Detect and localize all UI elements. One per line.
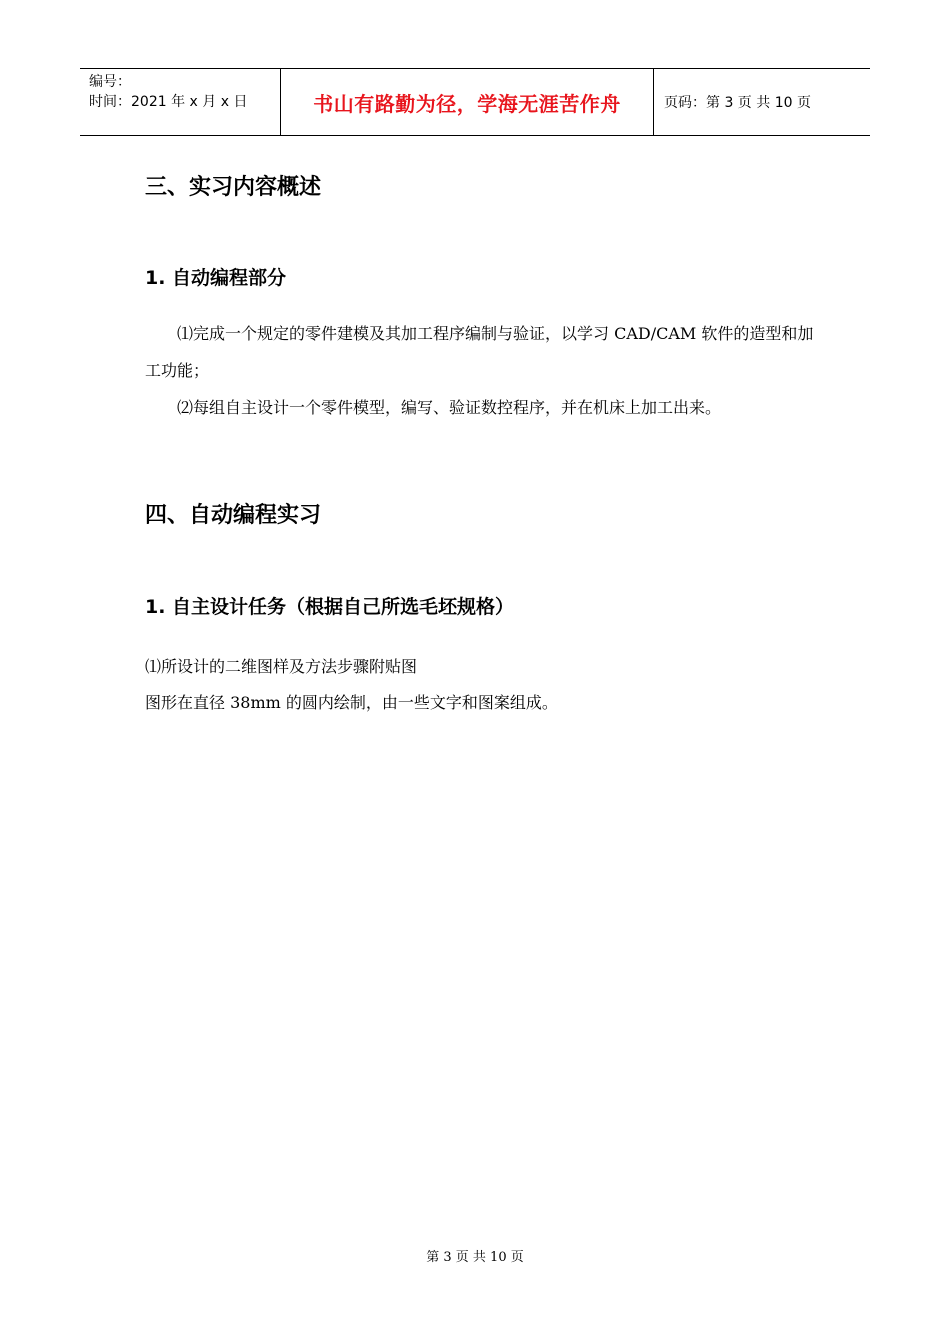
time-label: 时间：2021 年 x 月 x 日 — [89, 94, 248, 110]
motto-text: 书山有路勤为径，学海无涯苦作舟 — [313, 91, 621, 116]
number-label: 编号： — [89, 74, 131, 90]
section-4-text: 图形在直径 38mm 的圆内绘制，由一些文字和图案组成。 — [145, 693, 558, 712]
section-3-item-2: ⑵每组自主设计一个零件模型，编写、验证数控程序，并在机床上加工出来。 — [177, 398, 722, 417]
section-3-subtitle: 1. 自动编程部分 — [145, 267, 287, 289]
section-4-item-1: ⑴所设计的二维图样及方法步骤附贴图 — [145, 657, 418, 676]
section-4-title: 四、自动编程实习 — [145, 503, 322, 528]
section-3-item-1: ⑴完成一个规定的零件建模及其加工程序编制与验证，以学习 CAD/CAM 软件的造型和加工功能； — [145, 324, 814, 380]
section-3-title: 三、实习内容概述 — [145, 175, 322, 200]
page-footer: 第 3 页 共 10 页 — [426, 1250, 524, 1265]
page-label: 页码：第 3 页 共 10 页 — [664, 95, 811, 111]
section-3-paragraphs — [145, 315, 815, 426]
header-meta — [80, 69, 281, 135]
document-header — [80, 68, 870, 136]
header-motto-cell — [281, 69, 654, 135]
section-4-subtitle: 1. 自主设计任务（根据自己所选毛坯规格） — [145, 596, 515, 618]
header-page-cell — [654, 69, 870, 135]
